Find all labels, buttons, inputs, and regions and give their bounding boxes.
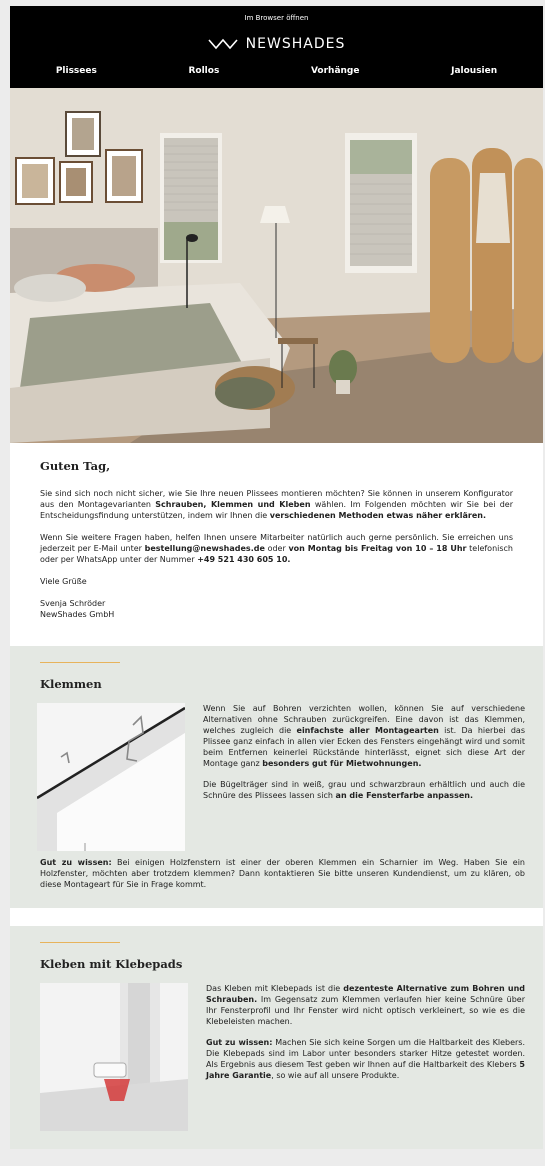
email-header (10, 6, 543, 88)
closing: Viele Grüße (40, 577, 87, 586)
kleben-image[interactable] (40, 983, 188, 1131)
greeting-title: Guten Tag, (40, 459, 111, 473)
nav-plissees[interactable]: Plissees (55, 66, 97, 76)
section-divider (40, 662, 120, 663)
main-nav (10, 66, 543, 76)
nav-rollos[interactable]: Rollos (188, 66, 220, 76)
klemmen-section (10, 646, 543, 908)
brand-name-part1: NEW (245, 36, 282, 52)
nav-jalousien[interactable]: Jalousien (451, 66, 498, 76)
klemmen-title: Klemmen (40, 677, 102, 691)
contact-phone[interactable]: +49 521 430 605 10. (197, 555, 291, 564)
signature (40, 598, 513, 620)
greeting-section (10, 443, 543, 632)
hero-bedroom-image[interactable] (10, 88, 543, 443)
open-in-browser-link[interactable]: Im Browser öffnen (244, 14, 309, 22)
email-container (10, 6, 543, 1149)
section-divider (40, 942, 120, 943)
signature-name: Svenja Schröder (40, 599, 106, 608)
intro-paragraph: Sie sind sich noch nicht sicher, wie Sie Ihre neuen Plissees montieren möchten? Sie können in unserem Konfigurator aus den Montagevarianten Schrauben, Klemmen und Kleben wählen. Im Folgenden möchten wir Sie bei der Entscheidungsfindung unterstützen, indem wir Ihnen die verschiedenen Methoden etwas näher erklären. (40, 489, 514, 520)
brand-logo[interactable] (10, 36, 543, 52)
nav-vorhaenge[interactable]: Vorhänge (310, 66, 360, 76)
contact-paragraph: Wenn Sie weitere Fragen haben, helfen Ihnen unsere Mitarbeiter natürlich auch gerne persönlich. Sie erreichen uns jederzeit per E-Mail unter bestellung@newshades.de oder von Montag bis Freitag von 10 – 18 Uhr telefonisch oder per WhatsApp unter der Nummer +49 521 430 605 10. (40, 533, 514, 564)
klemmen-image[interactable] (37, 703, 185, 851)
klemmen-note: Gut zu wissen: Bei einigen Holzfenstern ist einer der oberen Klemmen ein Scharnier im Weg. Haben Sie ein Holzfenster, möchten aber trotzdem klemmen? Dann kontaktieren Sie bitte unseren Kundendienst, um zu klären, ob diese Montageart für Sie in Frage kommt. (40, 858, 525, 889)
signature-company: NewShades GmbH (40, 610, 115, 619)
klemmen-text: Wenn Sie auf Bohren verzichten wollen, können Sie auf verschiedene Alternativen ohne Schrauben zurückgreifen. Eine davon ist das Klemmen, welches zugleich die einfachste aller Montagearten ist. Da hierbei das Plissee ganz einfach in allen vier Ecken des Fensters eingehängt wird und somit beim Entfernen keinerlei Rückstände hinterlässt, eignet sich diese Art der Montage ganz besonders gut für Mietwohnungen. Die Bügelträger sind in weiß, grau und schwarzbraun erhältlich und auch die Schnüre des Plissees lassen sich an die Fensterfarbe anpassen. (203, 704, 525, 800)
brand-name-part2: SHADES (281, 36, 346, 52)
kleben-section (10, 926, 543, 1149)
logo-chevrons-icon (208, 38, 238, 50)
contact-email-link[interactable]: bestellung@newshades.de (144, 544, 265, 553)
kleben-title: Kleben mit Klebepads (40, 957, 183, 971)
kleben-text: Das Kleben mit Klebepads ist die dezenteste Alternative zum Bohren und Schrauben. Im Gegensatz zum Klemmen verlaufen hier keine Schnüre über Ihr Fensterprofil und Ihr Fenster wird nicht optisch verkleinert, so wie es die Klebeleisten machen. Gut zu wissen: Machen Sie sich keine Sorgen um die Haltbarkeit des Klebers. Die Klebepads sind im Labor unter besonders starker Hitze getestet worden. Als Ergebnis aus diesem Test geben wir Ihnen auf die Haltbarkeit des Klebers 5 Jahre Garantie, so wie auf all unsere Produkte. (206, 984, 526, 1080)
